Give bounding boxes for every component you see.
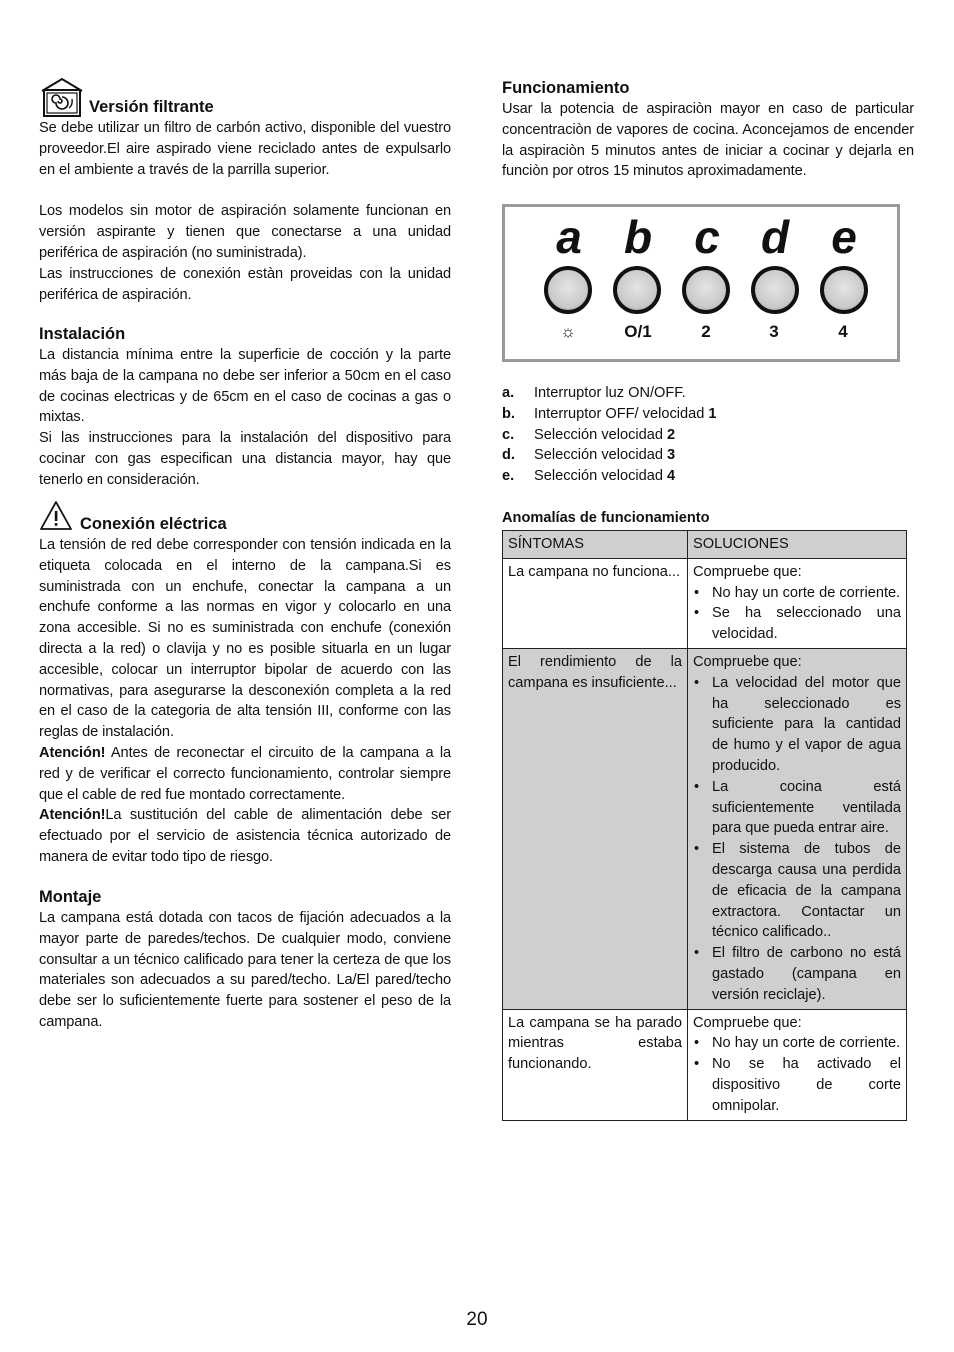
sintoma-cell: La campana no funciona... (503, 558, 688, 648)
table-row (503, 1009, 907, 1120)
atencion-text-1: Antes de reconectar el circuito de la campana a la red y de verificar el correcto funcionamiento, controlar siempre que el cable de red fue montado correctamente. (39, 744, 451, 803)
table-row (503, 558, 907, 648)
legend-key: d. (502, 447, 515, 464)
solucion-item: • No se ha activado el dispositivo de corte omnipolar. (693, 1054, 901, 1116)
panel-letter-d: d (760, 211, 790, 263)
atencion-label-1: Atención! (39, 744, 106, 761)
filtrante-paragraph-2b: Las instrucciones de conexión estàn proveidas con la unidad periférica de aspiración. (39, 265, 451, 303)
solucion-cell (688, 558, 907, 648)
button-speed-4[interactable] (822, 268, 866, 312)
panel-label-e: 4 (838, 322, 848, 341)
legend-key: a. (502, 385, 515, 401)
conexion-paragraph-1: La tensión de red debe corresponder con tensión indicada en la etiqueta colocada en el interno de la campana.Si es suministrada con un enchufe, conectar la campana a un enchufe conforme a las normas en vigor y colocarlo en una zona accesible. Si no es suministrada con enchufe (conexión directa a la red) o clavija y no es posible situarla en un lugar accesible, colocar un interruptor bipolar de acuerdo con las normativas, para asegurarse la desconexión completa a la red en el caso de la categoria de alta tensión III, conforme con las reglas de instalación. (39, 537, 451, 741)
page-number: 20 (466, 1309, 488, 1330)
header-soluciones: SOLUCIONES (688, 531, 907, 559)
funcionamiento-paragraph-1: Usar la potencia de aspiraciòn mayor en caso de particular concentraciòn de vapores de cocina. Aconcejamos de encender la aspiraciòn 5 minutos antes de iniciar a cocinar y dejarla en funciòn por otros 15 minutos aproximadamente. (502, 101, 914, 180)
section-conexion (39, 513, 451, 868)
legend-item (502, 383, 914, 404)
section-montaje (39, 886, 451, 1033)
solucion-item: • No hay un corte de corriente. (693, 1033, 901, 1054)
panel-letter-c: c (694, 211, 720, 263)
conexion-title: Conexión eléctrica (80, 515, 227, 533)
control-panel-diagram (502, 204, 900, 362)
table-header-row (503, 531, 907, 559)
section-funcionamiento (502, 77, 914, 182)
section-filtrante (39, 96, 451, 305)
anomalias-title: Anomalías de funcionamiento (502, 510, 710, 526)
legend-item (502, 445, 914, 466)
legend-key: e. (502, 468, 515, 485)
legend-text: Selección velocidad (534, 447, 668, 464)
panel-letter-b: b (623, 211, 653, 263)
legend-item (502, 425, 914, 446)
funcionamiento-title: Funcionamiento (502, 79, 630, 97)
solucion-item: • Se ha seleccionado una velocidad. (693, 603, 901, 645)
solucion-cell (688, 1009, 907, 1120)
solucion-item: • La velocidad del motor que ha seleccionado es suficiente para la cantidad de humo y el vapor de agua producido. (693, 673, 901, 777)
button-light[interactable] (546, 268, 590, 312)
legend-item (502, 404, 914, 425)
solucion-cell (688, 648, 907, 1009)
legend-text: Interruptor OFF/ velocidad (534, 405, 709, 422)
solucion-item: • No hay un corte de corriente. (693, 583, 901, 604)
sintoma-cell: La campana se ha parado mientras estaba funcionando. (503, 1009, 688, 1120)
solucion-intro: Compruebe que: (693, 563, 802, 580)
filtrante-paragraph-1: Se debe utilizar un filtro de carbón activo, disponible del vuestro proveedor.El aire aspirado viene reciclado antes de expulsarlo en el ambiente a través de la parrilla superior. (39, 120, 451, 178)
montaje-title: Montaje (39, 888, 102, 906)
anomalias-table (502, 530, 907, 1121)
section-instalacion (39, 323, 451, 491)
header-sintomas: SÍNTOMAS (503, 531, 688, 559)
legend-bold: 1 (708, 405, 717, 422)
table-row (503, 648, 907, 1009)
solucion-item: • El sistema de tubos de descarga causa una perdida de eficacia de la campana extractora. Contactar un técnico calificado.. (693, 839, 901, 943)
panel-label-d: 3 (769, 322, 779, 341)
panel-label-c: 2 (701, 322, 711, 341)
montaje-paragraph-1: La campana está dotada con tacos de fijación adecuados a la mayor parte de paredes/techos. De cualquier modo, conviene consultar a un técnico calificado para tener la certeza de que los materiales son adecuados a su pared/techo. La/El pared/techo debe ser lo suficientemente fuerte para sostener el peso de la campana. (39, 910, 451, 1030)
legend-key: c. (502, 426, 515, 443)
atencion-paragraph-2 (39, 805, 451, 867)
light-bulb-icon: ☼ (560, 322, 576, 341)
filtrante-paragraph-2a: Los modelos sin motor de aspiración solamente funcionan en versión aspirante y tienen que conectarse a una unidad periférica de aspiración (no suministrada). (39, 203, 451, 261)
legend-bold: 3 (667, 447, 676, 464)
atencion-label-2: Atención! (39, 807, 106, 824)
control-panel-svg (505, 207, 897, 359)
legend-text: Interruptor luz ON/OFF. (534, 385, 686, 401)
instalacion-title: Instalación (39, 325, 126, 343)
instalacion-paragraph-1: La distancia mínima entre la superficie de cocción y la parte más baja de la campana no debe ser inferior a 50cm en el caso de cocinas electricas y de 65cm en el caso de cocinas a gas o mixtas. (39, 347, 451, 426)
sintoma-cell: El rendimiento de la campana es insuficiente... (503, 648, 688, 1009)
solucion-intro: Compruebe que: (693, 653, 802, 670)
legend-text: Selección velocidad (534, 468, 668, 485)
legend-bold: 4 (667, 468, 676, 485)
panel-letter-a: a (556, 211, 582, 263)
atencion-text-2: La sustitución del cable de alimentación debe ser efectuado por el servicio de asistencia técnica autorizado de manera de evitar todo tipo de riesgo. (39, 807, 451, 865)
solucion-item: • La cocina está suficientemente ventilada para que pueda entrar aire. (693, 777, 901, 839)
instalacion-paragraph-2: Si las instrucciones para la instalación del dispositivo para cocinar con gas especifican una distancia mayor, hay que tenerlo en consideración. (39, 430, 451, 488)
button-speed-2[interactable] (684, 268, 728, 312)
panel-label-b: O/1 (624, 322, 652, 341)
legend-item (502, 466, 914, 487)
legend-key: b. (502, 405, 515, 422)
legend-text: Selección velocidad (534, 426, 668, 443)
button-speed-3[interactable] (753, 268, 797, 312)
legend-bold: 2 (667, 426, 676, 443)
filtrante-title: Versión filtrante (89, 98, 214, 116)
solucion-intro: Compruebe que: (693, 1014, 802, 1031)
panel-legend (502, 383, 914, 487)
atencion-paragraph-1 (39, 743, 451, 805)
button-off-speed-1[interactable] (615, 268, 659, 312)
panel-letter-e: e (831, 211, 857, 263)
solucion-item: • El filtro de carbono no está gastado (campana en versión reciclaje). (693, 943, 901, 1005)
